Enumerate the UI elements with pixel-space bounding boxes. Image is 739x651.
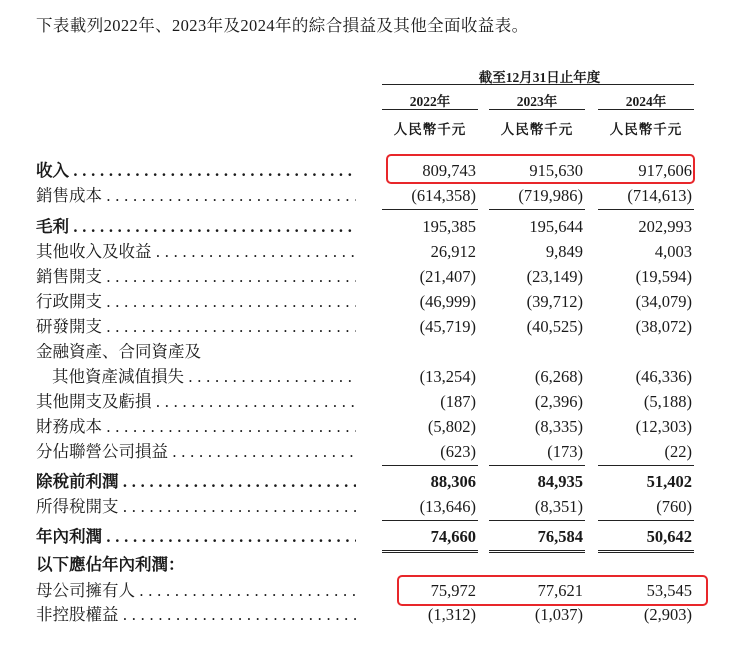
year-underline — [489, 109, 585, 110]
row-label: 分佔聯營公司損益 . . . — [36, 439, 356, 464]
subtotal-rule — [382, 465, 478, 466]
row-gross-profit — [0, 214, 739, 239]
row-label: 母公司擁有人 . . . — [36, 578, 356, 603]
value-2023: (8,351) — [534, 497, 583, 516]
value-2024: 4,003 — [654, 242, 692, 261]
row-profit-before-tax — [0, 469, 739, 494]
value-2022: 809,743 — [422, 161, 476, 180]
value-2022: (5,802) — [427, 417, 476, 436]
row-other-expenses — [0, 389, 739, 414]
value-2024: (760) — [656, 497, 692, 516]
row-label: 財務成本 . . . — [36, 414, 356, 439]
value-2024: (19,594) — [635, 267, 692, 286]
value-2023: 915,630 — [529, 161, 583, 180]
subtotal-rule — [598, 209, 694, 210]
row-label: 其他資產減值損失 . . . — [52, 364, 356, 389]
row-income-tax — [0, 494, 739, 519]
year-underline — [598, 109, 694, 110]
subtotal-rule — [382, 520, 478, 521]
value-2024: (2,903) — [643, 605, 692, 624]
year-header-2022: 2022年 — [409, 94, 451, 109]
value-2024: (12,303) — [635, 417, 692, 436]
row-label: 銷售成本 . . . — [36, 183, 356, 208]
row-admin-expenses — [0, 289, 739, 314]
row-attributable-heading — [0, 552, 739, 577]
subtotal-rule — [598, 520, 694, 521]
row-label: 收入 . . . — [36, 158, 356, 183]
subtotal-rule — [489, 465, 585, 466]
row-label: 其他收入及收益 . . . — [36, 239, 356, 264]
value-2022: (13,254) — [419, 367, 476, 386]
row-non-controlling — [0, 602, 739, 627]
unit-header: 人民幣千元 — [609, 122, 683, 137]
period-header-underline — [382, 84, 694, 85]
value-2023: 76,584 — [537, 527, 583, 546]
value-2024: (22) — [664, 442, 692, 461]
row-label: 研發開支 . . . — [36, 314, 356, 339]
value-2022: (187) — [440, 392, 476, 411]
value-2022: 88,306 — [430, 472, 476, 491]
value-2023: (6,268) — [534, 367, 583, 386]
period-header: 截至12月31日止年度 — [478, 70, 601, 85]
value-2022: (13,646) — [419, 497, 476, 516]
value-2023: 77,621 — [537, 581, 583, 600]
value-2022: 75,972 — [430, 581, 476, 600]
value-2024: (46,336) — [635, 367, 692, 386]
value-2023: (2,396) — [534, 392, 583, 411]
value-2023: (719,986) — [518, 186, 583, 205]
value-2023: 9,849 — [545, 242, 583, 261]
value-2022: (1,312) — [427, 605, 476, 624]
value-2022: 195,385 — [422, 217, 476, 236]
row-label: 行政開支 . . . — [36, 289, 356, 314]
value-2024: 53,545 — [646, 581, 692, 600]
value-2024: (5,188) — [643, 392, 692, 411]
value-2022: (623) — [440, 442, 476, 461]
row-profit-for-year — [0, 524, 739, 549]
value-2024: 50,642 — [646, 527, 692, 546]
value-2022: 26,912 — [430, 242, 476, 261]
row-share-of-associates — [0, 439, 739, 464]
unit-header: 人民幣千元 — [393, 122, 467, 137]
value-2024: 51,402 — [646, 472, 692, 491]
row-impairment-heading — [0, 339, 739, 364]
year-header-2024: 2024年 — [625, 94, 667, 109]
value-2022: 74,660 — [430, 527, 476, 546]
row-finance-costs — [0, 414, 739, 439]
year-header-2023: 2023年 — [516, 94, 558, 109]
year-underline — [382, 109, 478, 110]
row-rnd-expenses — [0, 314, 739, 339]
row-label: 以下應佔年內利潤： — [36, 555, 185, 574]
row-label: 除稅前利潤 . . . — [36, 469, 356, 494]
value-2023: (8,335) — [534, 417, 583, 436]
row-label: 毛利 . . . — [36, 214, 356, 239]
value-2022: (614,358) — [411, 186, 476, 205]
subtotal-rule — [489, 520, 585, 521]
value-2024: (714,613) — [627, 186, 692, 205]
row-revenue — [0, 158, 739, 183]
value-2023: 84,935 — [537, 472, 583, 491]
value-2022: (46,999) — [419, 292, 476, 311]
value-2023: (1,037) — [534, 605, 583, 624]
value-2022: (21,407) — [419, 267, 476, 286]
row-label: 其他開支及虧損 . . . — [36, 389, 356, 414]
row-label: 年內利潤 . . . — [36, 524, 356, 549]
value-2023: (23,149) — [526, 267, 583, 286]
row-label: 銷售開支 . . . — [36, 264, 356, 289]
row-owners-of-parent — [0, 578, 739, 603]
value-2023: 195,644 — [529, 217, 583, 236]
row-other-income — [0, 239, 739, 264]
unit-header: 人民幣千元 — [500, 122, 574, 137]
row-label: 所得稅開支 . . . — [36, 494, 356, 519]
value-2024: 917,606 — [638, 161, 692, 180]
row-label: 非控股權益 . . . — [36, 602, 356, 627]
value-2024: (38,072) — [635, 317, 692, 336]
intro-text: 下表載列2022年、2023年及2024年的綜合損益及其他全面收益表。 — [36, 16, 529, 35]
row-cost-of-sales — [0, 183, 739, 208]
value-2024: 202,993 — [638, 217, 692, 236]
row-label: 金融資產、合同資產及 — [36, 342, 201, 361]
value-2024: (34,079) — [635, 292, 692, 311]
row-selling-expenses — [0, 264, 739, 289]
row-impairment-losses — [0, 364, 739, 389]
subtotal-rule — [598, 465, 694, 466]
value-2022: (45,719) — [419, 317, 476, 336]
value-2023: (40,525) — [526, 317, 583, 336]
value-2023: (173) — [547, 442, 583, 461]
subtotal-rule — [382, 209, 478, 210]
subtotal-rule — [489, 209, 585, 210]
value-2023: (39,712) — [526, 292, 583, 311]
